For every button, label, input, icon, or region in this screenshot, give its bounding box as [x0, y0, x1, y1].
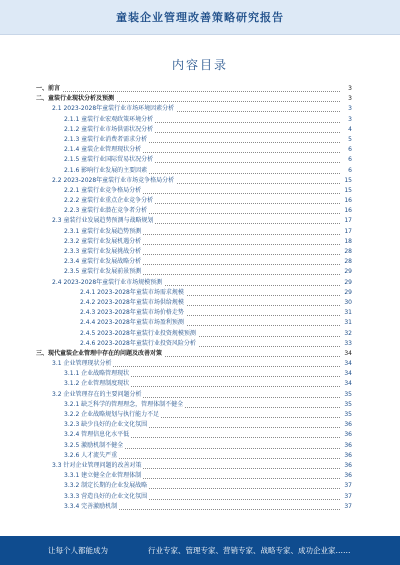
- footer-slogan-right: 行业专家、管理专家、营销专家、战略专家、成功企业家……: [148, 546, 351, 555]
- toc-entry-page: 16: [342, 196, 352, 206]
- footer-slogan-left: 让每个人都能成为: [48, 546, 108, 555]
- toc-entry[interactable]: [36, 430, 352, 440]
- toc-entry-title: 3.2.3 缺少良好的企业文化氛围: [64, 421, 148, 429]
- report-header: [0, 0, 400, 35]
- toc-entry-page: 17: [342, 227, 352, 237]
- toc-entry-title: 2.1 2023-2028年童装行业市场环境因素分析: [52, 105, 175, 113]
- toc-entry-title: 3.2.2 企业战略规划与执行能力不足: [64, 411, 160, 418]
- toc-entry-title: 3.1.2 企业管理制度现状: [64, 380, 130, 388]
- toc-entry-title: 2.1.1 童装行业宏观政策环境分析: [64, 115, 154, 123]
- toc-entry[interactable]: [36, 502, 352, 512]
- toc-entry-page: 36: [342, 461, 352, 471]
- toc-entry[interactable]: [36, 298, 352, 308]
- toc-entry-title: 2.3 童装行业发展趋势预测与战略规划: [52, 217, 154, 225]
- toc-entry-title: 2.1.2 童装行业市场供需状况分析: [64, 125, 154, 133]
- toc-entry-title: 2.4.6 2023-2028年童装行业投资风险分析: [80, 339, 196, 347]
- toc-entry-page: 36: [342, 441, 352, 451]
- toc-entry-page: 15: [342, 176, 352, 186]
- toc-entry[interactable]: [36, 115, 352, 125]
- toc-entry-page: 6: [346, 166, 352, 176]
- toc-entry-page: 29: [342, 267, 352, 277]
- toc-entry-page: 4: [346, 125, 352, 135]
- toc-entry-title: 2.4.1 2023-2028年童装市场需求规模: [80, 288, 184, 296]
- toc-entry[interactable]: [36, 471, 352, 481]
- toc-entry-page: 28: [342, 257, 352, 267]
- toc-entry[interactable]: [36, 206, 352, 216]
- toc-entry-page: 35: [342, 400, 352, 410]
- toc-entry-page: 37: [342, 492, 352, 502]
- toc-entry-title: 3.3.2 制定长期的企业发展战略: [64, 482, 148, 490]
- toc-entry-page: 33: [342, 339, 352, 349]
- toc-entry-page: 35: [342, 390, 352, 400]
- toc-entry[interactable]: [36, 288, 352, 298]
- toc-entry[interactable]: [36, 94, 352, 104]
- toc-entry[interactable]: [36, 308, 352, 318]
- toc-entry[interactable]: [36, 410, 352, 420]
- toc-entry-title: 2.3.4 童装行业发展战略分析: [64, 258, 142, 266]
- table-of-contents: [36, 84, 352, 512]
- toc-entry-title: 2.2.2 童装行业重点企业竞争分析: [64, 197, 154, 205]
- toc-entry[interactable]: [36, 359, 352, 369]
- toc-entry-title: 3.3 针对企业管理问题的改善对策: [52, 461, 142, 469]
- toc-entry-page: 37: [342, 481, 352, 491]
- toc-entry-title: 2.2 2023-2028年童装行业市场竞争格局分析: [52, 176, 175, 184]
- toc-entry-page: 28: [342, 247, 352, 257]
- toc-entry[interactable]: [36, 390, 352, 400]
- toc-entry-title: 2.3.2 童装行业发展机遇分析: [64, 237, 142, 245]
- toc-entry[interactable]: [36, 257, 352, 267]
- toc-entry-page: 30: [342, 298, 352, 308]
- toc-entry-page: 3: [346, 94, 352, 104]
- toc-entry[interactable]: [36, 400, 352, 410]
- toc-entry-page: 31: [342, 308, 352, 318]
- toc-entry-page: 29: [342, 288, 352, 298]
- toc-entry-page: 36: [342, 451, 352, 461]
- toc-entry-title: 2.4 2023-2028年童装行业市场规模预测: [52, 278, 163, 286]
- toc-entry[interactable]: [36, 237, 352, 247]
- report-title: 童装企业管理改善策略研究报告: [116, 11, 284, 24]
- toc-entry-title: 2.1.4 童装企业管理现状分析: [64, 146, 142, 154]
- toc-entry[interactable]: [36, 125, 352, 135]
- toc-entry[interactable]: [36, 451, 352, 461]
- toc-entry[interactable]: [36, 196, 352, 206]
- toc-entry-page: 34: [342, 359, 352, 369]
- toc-entry[interactable]: [36, 186, 352, 196]
- toc-entry[interactable]: [36, 420, 352, 430]
- toc-entry-page: 36: [342, 430, 352, 440]
- toc-entry-page: 29: [342, 278, 352, 288]
- toc-entry[interactable]: [36, 278, 352, 288]
- toc-entry[interactable]: [36, 135, 352, 145]
- toc-entry-title: 三、现代童装企业管理中存在的问题及改善对策: [36, 349, 163, 357]
- toc-entry[interactable]: [36, 176, 352, 186]
- toc-entry[interactable]: [36, 104, 352, 114]
- toc-entry-title: 2.1.3 童装行业消费者需求分析: [64, 135, 148, 143]
- toc-entry-title: 3.2.4 管理信息化水平低: [64, 431, 130, 439]
- dot-leader: [36, 91, 340, 92]
- toc-entry-title: 2.3.3 童装行业发展挑战分析: [64, 248, 142, 255]
- toc-entry-title: 3.1 企业管理现状分析: [52, 360, 112, 368]
- toc-entry-page: 6: [346, 155, 352, 165]
- toc-entry-page: 5: [346, 135, 352, 145]
- toc-entry-title: 3.3.1 建立健全企业管理体制: [64, 472, 142, 480]
- toc-entry-title: 2.4.2 2023-2028年童装市场供给规模: [80, 298, 184, 306]
- toc-entry-page: 15: [342, 186, 352, 196]
- toc-entry[interactable]: [36, 461, 352, 471]
- toc-entry[interactable]: [36, 492, 352, 502]
- toc-entry-title: 3.2.6 人才流失严重: [64, 451, 118, 459]
- toc-entry[interactable]: [36, 349, 352, 359]
- toc-entry[interactable]: [36, 145, 352, 155]
- toc-entry-title: 2.1.6 影响行业发展的主要因素: [64, 166, 148, 174]
- toc-entry-title: 3.3.3 营造良好的企业文化氛围: [64, 492, 148, 500]
- toc-entry-page: 6: [346, 145, 352, 155]
- toc-entry-title: 3.1.1 企业战略管理现状: [64, 370, 130, 378]
- toc-entry-title: 2.4.3 2023-2028年童装市场价格走势: [80, 309, 184, 317]
- toc-entry[interactable]: [36, 369, 352, 379]
- toc-entry-title: 二、童装行业现状分析及预测: [36, 95, 115, 103]
- toc-entry-title: 2.3.5 童装行业发展前景预测: [64, 268, 142, 276]
- toc-entry-page: 17: [342, 216, 352, 226]
- toc-entry[interactable]: [36, 227, 352, 237]
- toc-entry[interactable]: [36, 247, 352, 257]
- toc-entry[interactable]: [36, 166, 352, 176]
- toc-entry-title: 2.1.5 童装行业国际贸易状况分析: [64, 156, 154, 164]
- toc-entry-title: 2.4.4 2023-2028年童装市场盈利预测: [80, 319, 184, 327]
- toc-entry-title: 2.2.1 童装行业竞争格局分析: [64, 186, 142, 194]
- toc-entry-page: 3: [346, 104, 352, 114]
- toc-entry-page: 16: [342, 206, 352, 216]
- toc-entry[interactable]: [36, 441, 352, 451]
- toc-entry[interactable]: [36, 379, 352, 389]
- toc-entry[interactable]: [36, 267, 352, 277]
- toc-entry[interactable]: [36, 329, 352, 339]
- toc-entry-title: 3.3.4 完善激励机制: [64, 502, 118, 510]
- toc-entry-title: 3.2 企业管理存在的主要问题分析: [52, 390, 142, 398]
- toc-entry-page: 34: [342, 369, 352, 379]
- toc-entry-page: 34: [342, 379, 352, 389]
- toc-entry[interactable]: [36, 216, 352, 226]
- toc-entry-page: 18: [342, 237, 352, 247]
- toc-entry-page: 3: [346, 115, 352, 125]
- toc-entry-page: 31: [342, 318, 352, 328]
- toc-entry-title: 3.2.5 激励机制不健全: [64, 441, 124, 449]
- toc-entry[interactable]: [36, 481, 352, 491]
- toc-entry[interactable]: [36, 84, 352, 94]
- toc-entry-title: 一、前言: [36, 85, 61, 92]
- toc-entry-title: 2.2.3 童装行业潜在竞争者分析: [64, 207, 148, 215]
- toc-entry-page: 37: [342, 502, 352, 512]
- toc-entry[interactable]: [36, 339, 352, 349]
- toc-entry-page: 35: [342, 410, 352, 420]
- toc-entry-page: 36: [342, 420, 352, 430]
- toc-entry-title: 2.4.5 2023-2028年童装行业投资规模预测: [80, 329, 196, 337]
- toc-entry[interactable]: [36, 155, 352, 165]
- toc-entry-page: 32: [342, 329, 352, 339]
- toc-entry-page: 34: [342, 349, 352, 359]
- toc-entry-title: 2.3.1 童装行业发展趋势预测: [64, 227, 142, 235]
- toc-entry-title: 3.2.1 缺乏科学的管理理念，管理体制不健全: [64, 400, 184, 408]
- footer-banner: [0, 536, 400, 565]
- toc-entry-page: 36: [342, 471, 352, 481]
- toc-heading: 内容目录: [171, 58, 228, 72]
- toc-entry-page: 3: [346, 84, 352, 94]
- toc-entry[interactable]: [36, 318, 352, 328]
